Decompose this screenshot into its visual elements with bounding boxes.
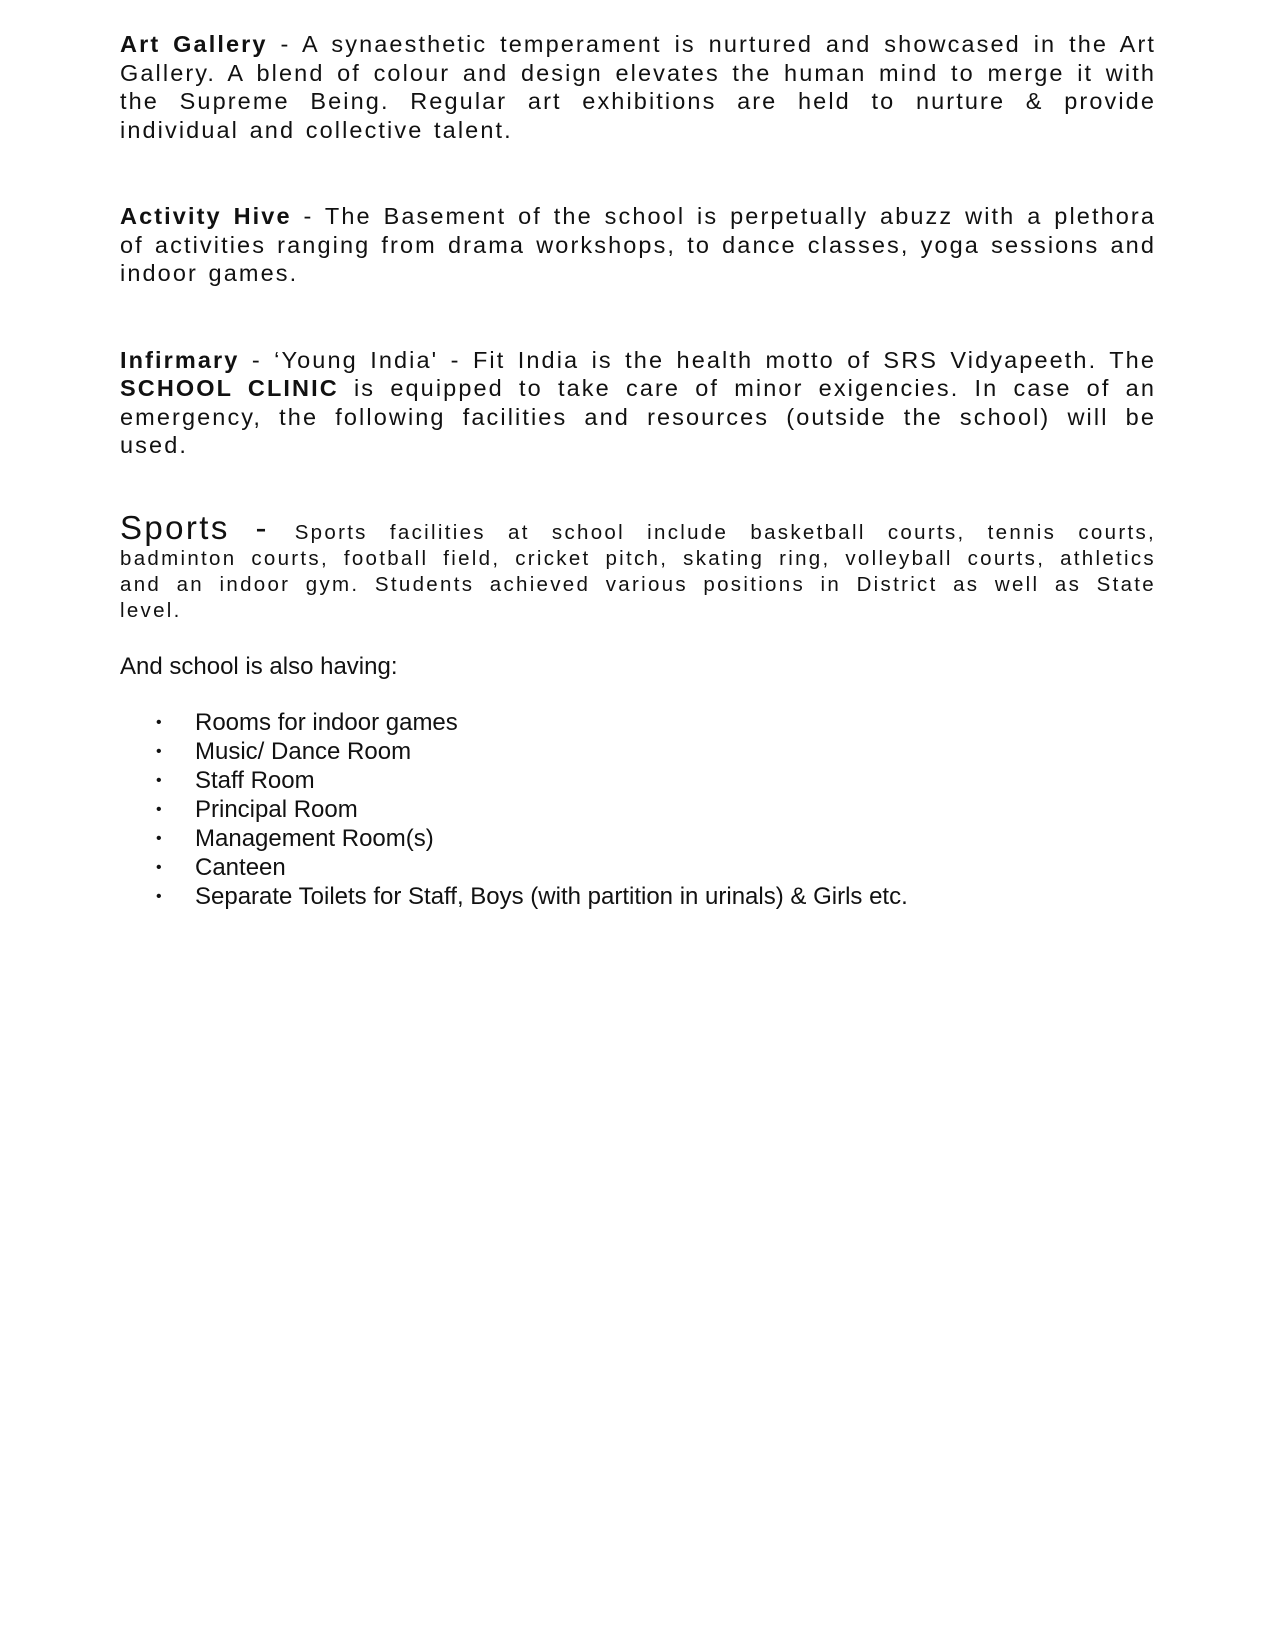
infirmary-paragraph: [120, 346, 1156, 460]
sports-text: Sports facilities at school include basketball courts, tennis courts, badminton courts, football field, cricket pitch, skating ring, volleyball courts, athletics and an indoor gym. Students achieved various positions in District as well as State level.: [120, 520, 1156, 622]
also-having-intro: And school is also having:: [120, 652, 398, 680]
list-item: [120, 766, 1156, 795]
art-gallery-paragraph: [120, 30, 1156, 144]
document-page: [120, 30, 1156, 911]
list-item-text: Staff Room: [195, 766, 315, 794]
bullet-icon: •: [156, 742, 162, 760]
bullet-icon: •: [156, 800, 162, 818]
infirmary-heading: Infirmary: [120, 346, 240, 373]
list-item-text: Principal Room: [195, 795, 358, 823]
list-item-text: Music/ Dance Room: [195, 737, 412, 765]
art-gallery-heading: Art Gallery: [120, 31, 268, 57]
list-item-text: Management Room(s): [195, 824, 434, 852]
art-gallery-separator: -: [267, 31, 302, 57]
school-clinic-highlight: SCHOOL CLINIC: [120, 375, 339, 401]
list-item: [120, 737, 1156, 766]
infirmary-text-before: - ‘Young India' - Fit India is the health motto of SRS Vidyapeeth. The: [239, 346, 1156, 373]
activity-hive-paragraph: [120, 202, 1156, 288]
art-gallery-text: A synaesthetic temperament is nurtured and showcased in the Art Gallery. A blend of colour and design elevates the human mind to merge it with the Supreme Being. Regular art exhibitions are held to nurture & provide individual and collective talent.: [120, 31, 1156, 143]
list-item: [120, 824, 1156, 853]
bullet-icon: •: [156, 829, 162, 847]
sports-separator: -: [229, 508, 295, 546]
bullet-icon: •: [156, 771, 162, 789]
list-item-text: Rooms for indoor games: [195, 708, 458, 736]
list-item: [120, 795, 1156, 824]
infirmary-text-after: is equipped to take care of minor exigencies. In case of an emergency, the following facilities and resources (outside the school) will be used.: [120, 375, 1156, 458]
activity-hive-heading: Activity Hive: [120, 203, 292, 229]
list-item-text: Canteen: [195, 853, 286, 881]
bullet-icon: •: [156, 887, 162, 905]
list-item-text: Separate Toilets for Staff, Boys (with partition in urinals) & Girls etc.: [195, 882, 908, 910]
list-item: [120, 853, 1156, 882]
activity-hive-separator: -: [291, 203, 325, 229]
activity-hive-text: The Basement of the school is perpetually abuzz with a plethora of activities ranging from drama workshops, to dance classes, yoga sessions and indoor games.: [120, 203, 1157, 286]
list-item: [120, 882, 1156, 911]
bullet-icon: •: [156, 858, 162, 876]
sports-paragraph: [120, 508, 1156, 624]
list-item: [120, 708, 1156, 737]
bullet-icon: •: [156, 713, 162, 731]
facilities-list: [120, 708, 1156, 911]
sports-heading: Sports: [120, 508, 230, 546]
